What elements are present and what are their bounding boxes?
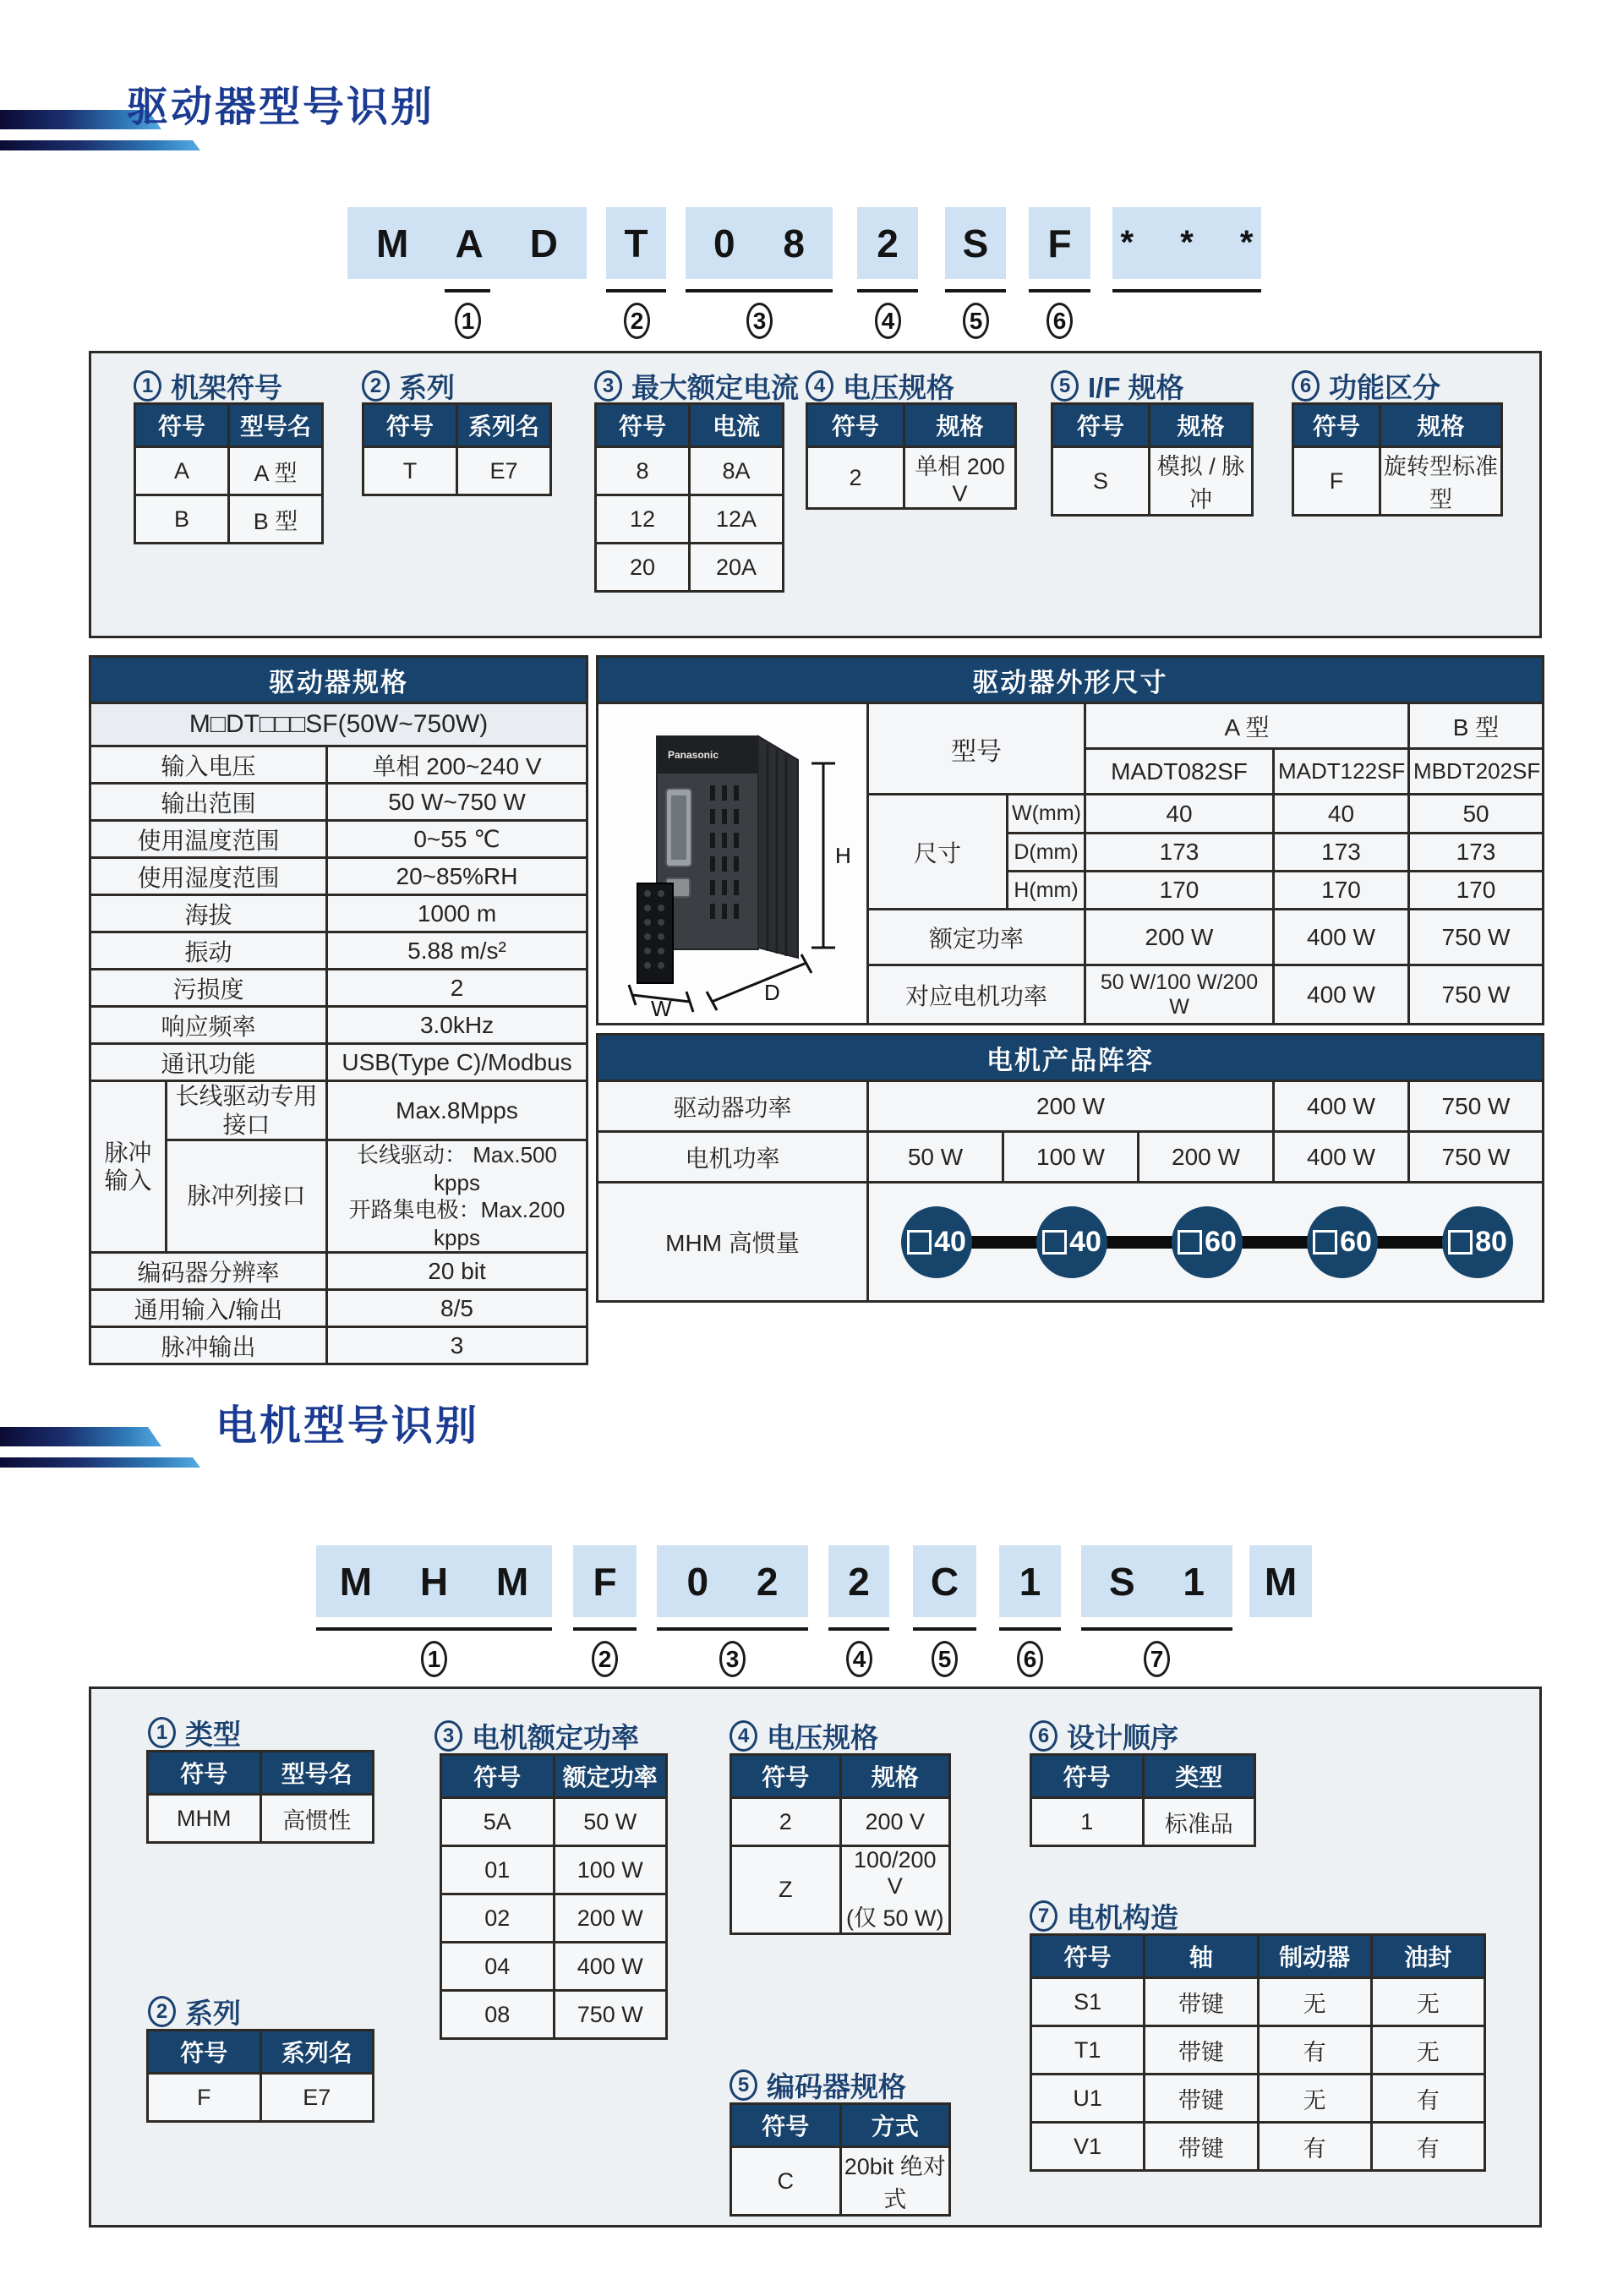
cell: E7 (260, 2074, 374, 2122)
code-circle-2: 2 (624, 303, 650, 339)
flange-square-icon (1178, 1230, 1202, 1255)
code-block-stars: * * * (1112, 207, 1261, 279)
legend-label-structure: 7 电机构造 (1030, 1896, 1178, 1936)
cell: 20bit 绝对式 (840, 2147, 950, 2216)
motor-power-table (440, 1753, 668, 2040)
code-block-1: 1 (999, 1545, 1061, 1617)
rated-power-label: 额定功率 (868, 910, 1085, 965)
lineup-motor-power: 50 W (868, 1132, 1003, 1183)
function-table (1292, 402, 1503, 517)
cell: 带键 (1145, 2075, 1258, 2123)
spec-label: 编码器分辨率 (90, 1253, 327, 1290)
series-table (362, 402, 552, 496)
col-header: 电流 (690, 404, 784, 447)
dim-value: 170 (1409, 872, 1544, 910)
cell: 04 (441, 1943, 555, 1991)
rated-power-value: 400 W (1274, 910, 1409, 965)
code-block-08: 0 8 (686, 207, 833, 279)
if-spec-table (1051, 402, 1254, 517)
col-header: 符号 (148, 2031, 261, 2074)
cell: 5A (441, 1798, 555, 1846)
lineup-motor-power: 400 W (1274, 1132, 1409, 1183)
motor-design-table (1030, 1753, 1256, 1847)
col-header: 符号 (363, 404, 457, 447)
model-name: MADT122SF (1274, 749, 1409, 795)
motor-power-value: 400 W (1274, 965, 1409, 1025)
cell: F (148, 2074, 261, 2122)
lineup-driver-power: 200 W (868, 1081, 1274, 1132)
circled-number-icon: 5 (730, 2069, 757, 2101)
spec-label: 长线驱动专用接口 (167, 1081, 327, 1140)
col-header: 符号 (1031, 1935, 1145, 1978)
legend-label-design: 6 设计顺序 (1030, 1716, 1178, 1756)
code-block-f: F (573, 1545, 637, 1617)
code-underline-6 (1029, 289, 1090, 292)
section1-stripe-thin (0, 140, 200, 150)
legend-label-series: 2 系列 (362, 366, 455, 406)
cell: 1 (1031, 1798, 1144, 1846)
cell: 12A (690, 495, 784, 544)
cell: V1 (1031, 2123, 1145, 2171)
driver-dimensions-table (596, 655, 1544, 1025)
dim-value: 170 (1274, 872, 1409, 910)
dim-value: 170 (1085, 872, 1274, 910)
svg-text:D: D (764, 980, 780, 1005)
cell: 2 (731, 1798, 841, 1846)
model-name: MBDT202SF (1409, 749, 1544, 795)
cell: S1 (1031, 1978, 1145, 2026)
cell: 100/200 V (仅 50 W) (840, 1846, 950, 1934)
code-underline-5 (913, 1627, 976, 1631)
current-table (594, 402, 784, 593)
col-header: 符号 (441, 1755, 555, 1798)
type-a-header: A 型 (1085, 703, 1409, 749)
spec-label: 通讯功能 (90, 1044, 327, 1081)
code-block-mad: M A D (347, 207, 587, 279)
cell: S (1052, 447, 1150, 516)
code-underline-4 (857, 289, 918, 292)
voltage-table (806, 402, 1017, 510)
legend-label-voltage: 4 电压规格 (806, 366, 954, 406)
spec-label: 通用输入/输出 (90, 1290, 327, 1327)
cell: 旋转型标准型 (1380, 447, 1502, 516)
flange-square-icon (1448, 1230, 1473, 1255)
frame-symbol-table (134, 402, 324, 544)
circled-number-icon: 3 (594, 370, 622, 402)
cell: 400 W (554, 1943, 667, 1991)
dim-value: 40 (1085, 795, 1274, 834)
lineup-node: 40 (901, 1206, 972, 1278)
code-circle-5: 5 (932, 1641, 958, 1677)
section2-title: 电机型号识别 (216, 1403, 480, 1449)
code-underline-1 (445, 289, 490, 292)
col-header: 规格 (1380, 404, 1502, 447)
cell: T1 (1031, 2026, 1145, 2075)
code-circle-6: 6 (1017, 1641, 1043, 1677)
col-header: 符号 (731, 1755, 841, 1798)
cell: C (731, 2147, 841, 2216)
dim-name: H(mm) (1008, 872, 1085, 910)
cell: 带键 (1145, 2123, 1258, 2171)
lineup-driver-power: 750 W (1409, 1081, 1544, 1132)
col-header: 型号名 (229, 404, 323, 447)
cell: 750 W (554, 1991, 667, 2039)
cell: 01 (441, 1846, 555, 1894)
motor-power-label: 对应电机功率 (868, 965, 1085, 1025)
code-underline-1 (316, 1627, 552, 1631)
legend-label-type: 1 类型 (148, 1713, 241, 1752)
dim-value: 40 (1274, 795, 1409, 834)
rated-power-value: 750 W (1409, 910, 1544, 965)
lineup-motor-power: 200 W (1139, 1132, 1274, 1183)
code-block-2: 2 (828, 1545, 889, 1617)
spec-label: 脉冲输出 (90, 1327, 327, 1364)
col-header: 符号 (1293, 404, 1380, 447)
pulse-input-group-label: 脉冲输入 (90, 1081, 167, 1253)
col-header: 符号 (1031, 1755, 1144, 1798)
code-underline-stars (1112, 289, 1261, 292)
col-header: 符号 (148, 1752, 261, 1795)
cell: 20A (690, 544, 784, 592)
dim-value: 173 (1274, 834, 1409, 872)
code-underline-2 (573, 1627, 637, 1631)
svg-text:Panasonic: Panasonic (668, 749, 719, 761)
cell: Z (731, 1846, 841, 1934)
cell: 有 (1371, 2123, 1484, 2171)
cell: 带键 (1145, 1978, 1258, 2026)
circled-number-icon: 1 (148, 1717, 176, 1748)
spec-label: 使用湿度范围 (90, 858, 327, 895)
cell: 无 (1371, 1978, 1484, 2026)
cell: 200 V (840, 1798, 950, 1846)
code-circle-1: 1 (455, 303, 481, 339)
lineup-node: 40 (1036, 1206, 1107, 1278)
spec-value: 单相 200~240 V (327, 746, 587, 784)
col-header: 类型 (1143, 1755, 1255, 1798)
circled-number-icon: 2 (148, 1996, 176, 2027)
cell: 08 (441, 1991, 555, 2039)
cell: T (363, 447, 457, 495)
circled-number-icon: 4 (806, 370, 833, 402)
code-circle-1: 1 (421, 1641, 447, 1677)
col-header: 制动器 (1258, 1935, 1371, 1978)
col-header: 额定功率 (554, 1755, 667, 1798)
cell: 无 (1258, 2075, 1371, 2123)
spec-label: 海拔 (90, 895, 327, 932)
col-header: 油封 (1371, 1935, 1484, 1978)
rated-power-value: 200 W (1085, 910, 1274, 965)
cell: E7 (457, 447, 551, 495)
spec-label: 脉冲列接口 (167, 1140, 327, 1253)
col-header: 规格 (1150, 404, 1253, 447)
motor-power-value: 750 W (1409, 965, 1544, 1025)
spec-value: 2 (327, 970, 587, 1007)
svg-text:W: W (651, 996, 672, 1017)
dim-name: D(mm) (1008, 834, 1085, 872)
motor-power-value: 50 W/100 W/200 W (1085, 965, 1274, 1025)
cell: 8 (596, 447, 690, 495)
type-b-header: B 型 (1409, 703, 1544, 749)
lineup-motor-power: 100 W (1003, 1132, 1139, 1183)
cell: 100 W (554, 1846, 667, 1894)
circled-number-icon: 6 (1292, 370, 1320, 402)
flange-square-icon (1042, 1230, 1067, 1255)
cell: 8A (690, 447, 784, 495)
spec-label: 响应频率 (90, 1007, 327, 1044)
code-circle-3: 3 (719, 1641, 746, 1677)
legend-label-current: 3 最大额定电流 (594, 366, 799, 406)
lineup-node: 80 (1442, 1206, 1513, 1278)
spec-label: 输入电压 (90, 746, 327, 784)
code-circle-2: 2 (592, 1641, 618, 1677)
spec-value: Max.8Mpps (327, 1081, 587, 1140)
code-block-f: F (1029, 207, 1090, 279)
spec-value: 20~85%RH (327, 858, 587, 895)
dimensions-title: 驱动器外形尺寸 (598, 657, 1544, 703)
lineup-graphic-cell (868, 1183, 1544, 1302)
spec-value: 3.0kHz (327, 1007, 587, 1044)
code-circle-5: 5 (963, 303, 989, 339)
circled-number-icon: 4 (730, 1720, 757, 1752)
lineup-node: 60 (1307, 1206, 1378, 1278)
motor-type-table (146, 1750, 374, 1844)
dim-value: 173 (1085, 834, 1274, 872)
flange-square-icon (907, 1230, 932, 1255)
driver-legend-box (89, 351, 1542, 638)
code-block-s: S (945, 207, 1006, 279)
code-circle-6: 6 (1046, 303, 1073, 339)
cell: B 型 (229, 495, 323, 544)
motor-structure-table (1030, 1933, 1486, 2172)
col-header: 轴 (1145, 1935, 1258, 1978)
code-block-2: 2 (857, 207, 918, 279)
legend-label-encoder: 5 编码器规格 (730, 2065, 906, 2105)
motor-lineup-table (596, 1033, 1544, 1303)
circled-number-icon: 6 (1030, 1720, 1057, 1752)
code-underline-6 (999, 1627, 1061, 1631)
col-header: 符号 (807, 404, 904, 447)
circled-number-icon: 3 (434, 1720, 462, 1752)
circled-number-icon: 7 (1030, 1900, 1057, 1932)
size-group-label: 尺寸 (868, 795, 1008, 910)
spec-model-row: M□DT□□□SF(50W~750W) (90, 703, 587, 746)
col-header: 系列名 (260, 2031, 374, 2074)
code-underline-3 (686, 289, 833, 292)
col-header: 符号 (596, 404, 690, 447)
cell: 无 (1371, 2026, 1484, 2075)
col-header: 符号 (1052, 404, 1150, 447)
pulse-line-1: 长线驱动： Max.500 kpps (357, 1142, 557, 1195)
legend-label-function: 6 功能区分 (1292, 366, 1440, 406)
col-header: 系列名 (457, 404, 551, 447)
cell: 带键 (1145, 2026, 1258, 2075)
spec-value: 1000 m (327, 895, 587, 932)
code-block-02: 0 2 (657, 1545, 808, 1617)
driver-spec-title: 驱动器规格 (90, 657, 587, 703)
circled-number-icon: 5 (1051, 370, 1079, 402)
lineup-title: 电机产品阵容 (598, 1035, 1544, 1081)
cell: F (1293, 447, 1380, 516)
cell: 20 (596, 544, 690, 592)
col-header: 符号 (731, 2104, 841, 2147)
cell: 200 W (554, 1894, 667, 1943)
code-circle-4: 4 (875, 303, 901, 339)
spec-label: 污损度 (90, 970, 327, 1007)
code-block-s1: S 1 (1081, 1545, 1232, 1617)
code-underline-5 (945, 289, 1006, 292)
code-underline-3 (657, 1627, 808, 1631)
code-block-m: M (1249, 1545, 1312, 1617)
lineup-node: 60 (1172, 1206, 1243, 1278)
code-circle-7: 7 (1144, 1641, 1170, 1677)
code-block-c: C (913, 1545, 976, 1617)
motor-legend-box (89, 1686, 1542, 2228)
driver-product-image (598, 703, 868, 1025)
dim-value: 173 (1409, 834, 1544, 872)
code-circle-3: 3 (746, 303, 773, 339)
spec-value: 50 W~750 W (327, 784, 587, 821)
cell: 50 W (554, 1798, 667, 1846)
cell: 12 (596, 495, 690, 544)
cell: 有 (1371, 2075, 1484, 2123)
motor-encoder-table (730, 2102, 951, 2217)
servo-drive-illustration (602, 704, 866, 1017)
code-circle-4: 4 (846, 1641, 872, 1677)
section2-stripe-thin (0, 1457, 200, 1468)
cell: 模拟 / 脉冲 (1150, 447, 1253, 516)
legend-label-rated-power: 3 电机额定功率 (434, 1716, 639, 1756)
lineup-row-label: 电机功率 (598, 1132, 868, 1183)
col-header: 规格 (840, 1755, 950, 1798)
spec-value (327, 1140, 587, 1253)
pulse-line-2: 开路集电极：Max.200 kpps (348, 1197, 566, 1250)
spec-label: 振动 (90, 932, 327, 970)
spec-value: 8/5 (327, 1290, 587, 1327)
lineup-row-label: 驱动器功率 (598, 1081, 868, 1132)
cell: MHM (148, 1795, 261, 1843)
spec-label: 使用温度范围 (90, 821, 327, 858)
driver-spec-table (89, 655, 588, 1365)
code-block-mhm: M H M (316, 1545, 552, 1617)
col-header: 规格 (904, 404, 1016, 447)
svg-text:H: H (835, 843, 851, 868)
lineup-series-label: MHM 高惯量 (598, 1183, 868, 1302)
cell: 无 (1258, 1978, 1371, 2026)
circled-number-icon: 2 (362, 370, 390, 402)
lineup-driver-power: 400 W (1274, 1081, 1409, 1132)
spec-label: 输出范围 (90, 784, 327, 821)
code-underline-4 (828, 1627, 889, 1631)
cell: U1 (1031, 2075, 1145, 2123)
code-underline-2 (606, 289, 666, 292)
dim-value: 50 (1409, 795, 1544, 834)
dim-name: W(mm) (1008, 795, 1085, 834)
col-header: 型号名 (260, 1752, 374, 1795)
motor-voltage-table (730, 1753, 951, 1935)
spec-value: 0~55 ℃ (327, 821, 587, 858)
col-header: 符号 (135, 404, 229, 447)
motor-series-table (146, 2029, 374, 2123)
cell: 02 (441, 1894, 555, 1943)
cell: 单相 200 V (904, 447, 1016, 509)
legend-label-if: 5 I/F 规格 (1051, 366, 1184, 406)
flange-square-icon (1313, 1230, 1337, 1255)
cell: 2 (807, 447, 904, 509)
model-header: 型号 (868, 703, 1085, 795)
cell: 有 (1258, 2123, 1371, 2171)
spec-value: 20 bit (327, 1253, 587, 1290)
code-underline-7 (1081, 1627, 1232, 1631)
col-header: 方式 (840, 2104, 950, 2147)
section2-stripe-thick (0, 1427, 161, 1446)
code-block-t: T (606, 207, 666, 279)
section1-title: 驱动器型号识别 (127, 85, 435, 130)
legend-label-voltage: 4 电压规格 (730, 1716, 878, 1756)
spec-value: 5.88 m/s² (327, 932, 587, 970)
legend-label-series: 2 系列 (148, 1992, 241, 2031)
cell: 高惯性 (260, 1795, 374, 1843)
spec-value: USB(Type C)/Modbus (327, 1044, 587, 1081)
cell: 有 (1258, 2026, 1371, 2075)
model-name: MADT082SF (1085, 749, 1274, 795)
motor-lineup-graphic (869, 1184, 1542, 1300)
circled-number-icon: 1 (134, 370, 161, 402)
cell: A (135, 447, 229, 495)
legend-label-frame: 1 机架符号 (134, 366, 282, 406)
cell: A 型 (229, 447, 323, 495)
spec-value: 3 (327, 1327, 587, 1364)
lineup-motor-power: 750 W (1409, 1132, 1544, 1183)
cell: 标准品 (1143, 1798, 1255, 1846)
cell: B (135, 495, 229, 544)
